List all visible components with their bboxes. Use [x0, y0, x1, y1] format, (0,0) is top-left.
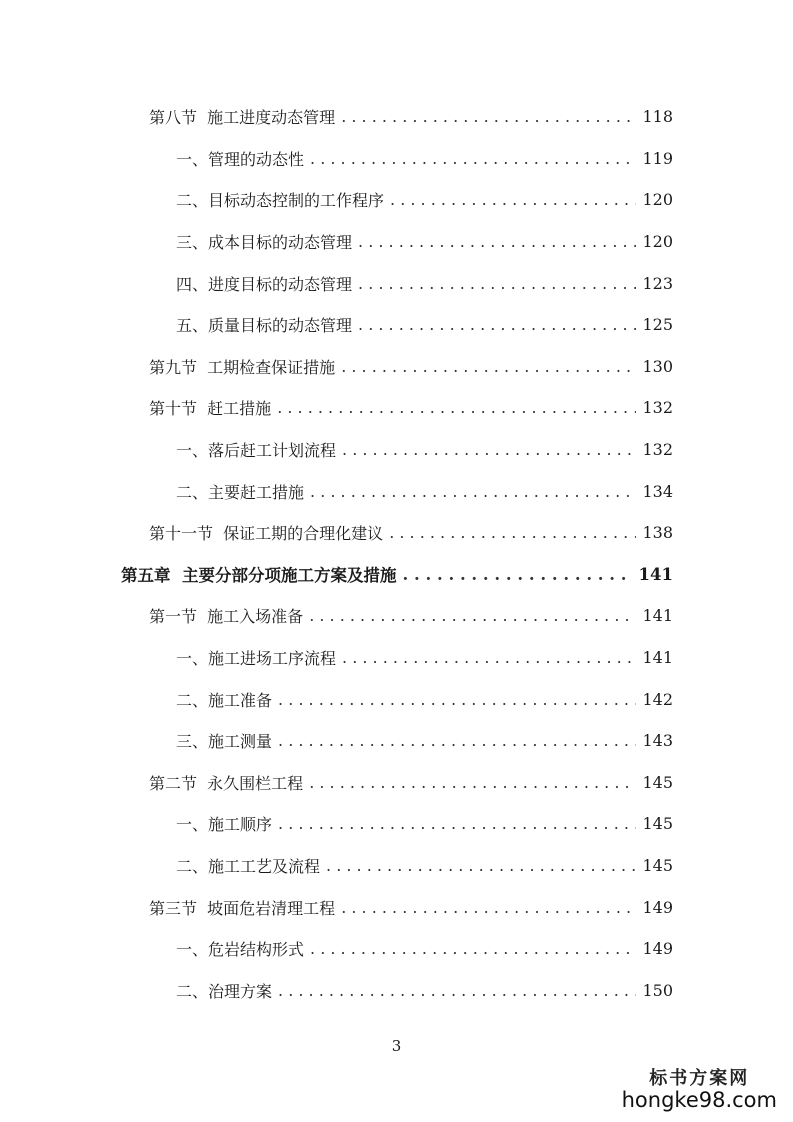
toc-entry-section[interactable] [0, 886, 793, 928]
toc-entry-title: 三、成本目标的动态管理 [176, 233, 353, 253]
toc-dot-leader [278, 690, 636, 709]
toc-entry-chapter[interactable] [0, 554, 793, 596]
toc-entry-section[interactable] [0, 595, 793, 637]
toc-entry-title: 二、目标动态控制的工作程序 [176, 191, 385, 211]
toc-dot-leader [278, 814, 636, 833]
toc-dot-leader [326, 856, 636, 875]
toc-entry-page: 141 [642, 606, 673, 626]
toc-entry-title: 二、治理方案 [176, 981, 273, 1001]
toc-dot-leader [342, 440, 636, 459]
page-number: 3 [391, 1037, 402, 1055]
toc-entry-title: 一、危岩结构形式 [176, 940, 305, 960]
toc-entry-page: 132 [642, 398, 673, 418]
toc-entry-page: 143 [642, 731, 673, 751]
toc-entry-title: 第五章 主要分部分项施工方案及措施 [121, 566, 397, 586]
toc-dot-leader [310, 939, 636, 958]
toc-entry-title: 第八节 施工进度动态管理 [149, 108, 336, 128]
toc-entry-page: 145 [642, 855, 673, 875]
toc-entry-page: 119 [642, 148, 673, 168]
toc-entry-item[interactable] [0, 803, 793, 845]
toc-dot-leader [390, 190, 636, 209]
toc-dot-leader [310, 482, 636, 501]
toc-dot-leader [309, 773, 636, 792]
toc-entry-item[interactable] [0, 637, 793, 679]
toc-entry-title: 二、施工准备 [176, 690, 273, 710]
toc-entry-title: 第九节 工期检查保证措施 [149, 357, 336, 377]
toc-entry-item[interactable] [0, 845, 793, 887]
toc-dot-leader [358, 232, 636, 251]
toc-dot-leader [278, 981, 636, 1000]
watermark-url: hongke98.com [621, 1088, 777, 1112]
toc-entry-page: 132 [642, 440, 673, 460]
watermark-logo [622, 1064, 777, 1112]
toc-entry-page: 134 [642, 481, 673, 501]
toc-entry-page: 149 [642, 939, 673, 959]
toc-entry-page: 120 [642, 190, 673, 210]
toc-entry-title: 五、质量目标的动态管理 [176, 316, 353, 336]
toc-entry-title: 第三节 坡面危岩清理工程 [149, 898, 336, 918]
toc-entry-page: 130 [642, 356, 673, 376]
toc-dot-leader [403, 565, 633, 584]
toc-entry-item[interactable] [0, 429, 793, 471]
toc-entry-section[interactable] [0, 762, 793, 804]
toc-entry-page: 145 [642, 772, 673, 792]
toc-entry-item[interactable] [0, 720, 793, 762]
toc-entry-page: 138 [642, 523, 673, 543]
toc-entry-title: 一、管理的动态性 [176, 149, 305, 169]
toc-entry-page: 141 [638, 564, 673, 584]
toc-entry-item[interactable] [0, 304, 793, 346]
toc-entry-item[interactable] [0, 262, 793, 304]
table-of-contents [0, 96, 793, 1011]
toc-entry-page: 150 [642, 980, 673, 1000]
toc-entry-page: 141 [642, 648, 673, 668]
watermark-title: 标书方案网 [649, 1068, 750, 1089]
toc-entry-item[interactable] [0, 470, 793, 512]
toc-entry-page: 145 [642, 814, 673, 834]
toc-entry-item[interactable] [0, 969, 793, 1011]
toc-entry-item[interactable] [0, 928, 793, 970]
toc-dot-leader [309, 606, 636, 625]
toc-entry-item[interactable] [0, 221, 793, 263]
toc-entry-title: 四、进度目标的动态管理 [176, 274, 353, 294]
toc-dot-leader [342, 648, 636, 667]
toc-dot-leader [358, 274, 636, 293]
toc-dot-leader [358, 315, 636, 334]
toc-entry-item[interactable] [0, 678, 793, 720]
toc-dot-leader [341, 898, 636, 917]
toc-entry-page: 125 [642, 315, 673, 335]
toc-entry-section[interactable] [0, 346, 793, 388]
toc-dot-leader [389, 523, 636, 542]
toc-entry-page: 142 [642, 689, 673, 709]
toc-entry-title: 一、施工顺序 [176, 815, 273, 835]
toc-entry-title: 二、主要赶工措施 [176, 482, 305, 502]
toc-dot-leader [341, 357, 636, 376]
toc-entry-title: 一、施工进场工序流程 [176, 649, 337, 669]
toc-entry-page: 123 [642, 273, 673, 293]
toc-entry-section[interactable] [0, 387, 793, 429]
toc-entry-section[interactable] [0, 512, 793, 554]
toc-entry-title: 第二节 永久围栏工程 [149, 773, 304, 793]
toc-dot-leader [310, 149, 636, 168]
toc-entry-title: 第十一节 保证工期的合理化建议 [149, 524, 384, 544]
toc-entry-page: 118 [642, 107, 673, 127]
toc-dot-leader [277, 398, 636, 417]
toc-dot-leader [278, 731, 636, 750]
toc-entry-item[interactable] [0, 138, 793, 180]
toc-entry-title: 第一节 施工入场准备 [149, 607, 304, 627]
toc-entry-title: 一、落后赶工计划流程 [176, 441, 337, 461]
toc-entry-title: 二、施工工艺及流程 [176, 856, 321, 876]
toc-entry-section[interactable] [0, 96, 793, 138]
toc-entry-page: 149 [642, 897, 673, 917]
toc-entry-title: 三、施工测量 [176, 732, 273, 752]
toc-dot-leader [341, 107, 636, 126]
toc-entry-page: 120 [642, 232, 673, 252]
toc-entry-title: 第十节 赶工措施 [149, 399, 272, 419]
toc-entry-item[interactable] [0, 179, 793, 221]
